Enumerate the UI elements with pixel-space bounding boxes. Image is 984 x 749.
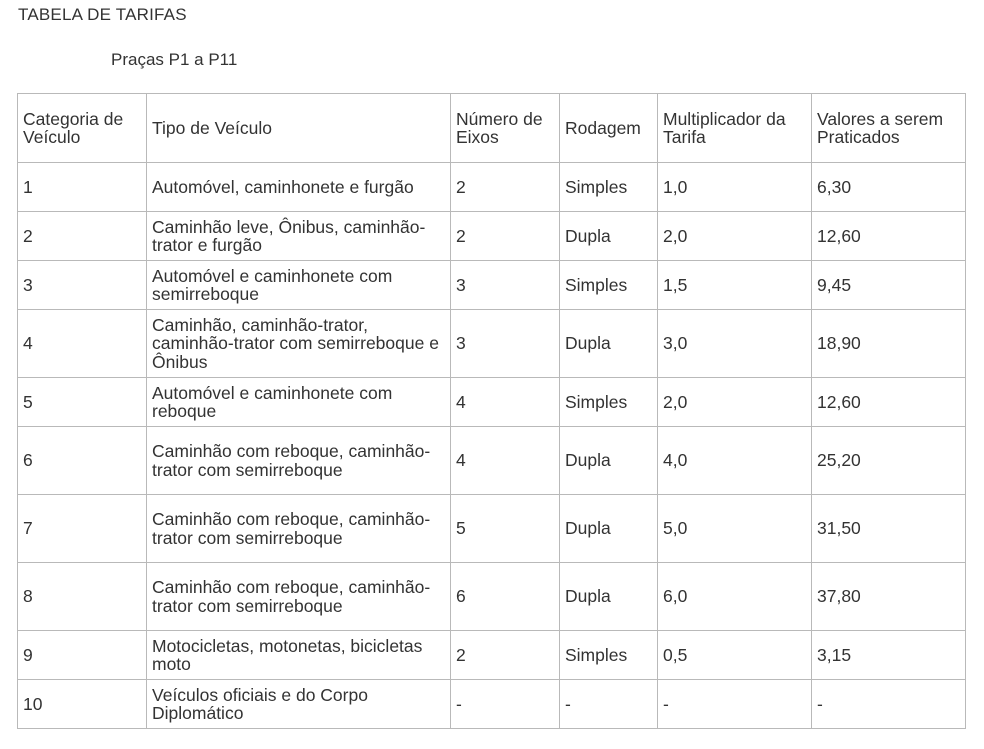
table-row (18, 495, 966, 563)
cell-multiplier: 5,0 (658, 495, 812, 563)
table-row (18, 212, 966, 261)
cell-vehicle-type: Automóvel e caminhonete com reboque (147, 378, 451, 427)
cell-vehicle-type: Caminhão leve, Ônibus, caminhão-trator e furgão (147, 212, 451, 261)
header-wheelset: Rodagem (560, 94, 658, 163)
cell-multiplier: 1,0 (658, 163, 812, 212)
cell-multiplier: 2,0 (658, 378, 812, 427)
cell-wheelset: Simples (560, 163, 658, 212)
cell-category: 10 (18, 680, 147, 729)
cell-multiplier: 0,5 (658, 631, 812, 680)
table-row (18, 310, 966, 378)
cell-category: 9 (18, 631, 147, 680)
cell-axle-count: 3 (451, 310, 560, 378)
cell-wheelset: Dupla (560, 563, 658, 631)
cell-value: 3,15 (812, 631, 966, 680)
cell-vehicle-type: Veículos oficiais e do Corpo Diplomático (147, 680, 451, 729)
cell-axle-count: 5 (451, 495, 560, 563)
cell-wheelset: Dupla (560, 310, 658, 378)
cell-value: 25,20 (812, 427, 966, 495)
cell-multiplier: 4,0 (658, 427, 812, 495)
cell-value: 6,30 (812, 163, 966, 212)
tariff-table (17, 93, 966, 729)
cell-axle-count: - (451, 680, 560, 729)
cell-category: 1 (18, 163, 147, 212)
cell-vehicle-type: Automóvel e caminhonete com semirreboque (147, 261, 451, 310)
header-values: Valores a serem Praticados (812, 94, 966, 163)
cell-vehicle-type: Caminhão, caminhão-trator, caminhão-trator com semirreboque e Ônibus (147, 310, 451, 378)
cell-axle-count: 2 (451, 163, 560, 212)
cell-multiplier: 1,5 (658, 261, 812, 310)
table-row (18, 163, 966, 212)
table-row (18, 680, 966, 729)
table-row (18, 427, 966, 495)
header-category: Categoria de Veículo (18, 94, 147, 163)
table-row (18, 631, 966, 680)
header-vehicle-type: Tipo de Veículo (147, 94, 451, 163)
cell-value: 18,90 (812, 310, 966, 378)
cell-category: 6 (18, 427, 147, 495)
cell-vehicle-type: Caminhão com reboque, caminhão-trator com semirreboque (147, 495, 451, 563)
cell-multiplier: 2,0 (658, 212, 812, 261)
cell-axle-count: 3 (451, 261, 560, 310)
cell-axle-count: 4 (451, 427, 560, 495)
cell-category: 3 (18, 261, 147, 310)
cell-category: 4 (18, 310, 147, 378)
cell-category: 7 (18, 495, 147, 563)
cell-wheelset: Simples (560, 378, 658, 427)
table-subtitle: Praças P1 a P11 (111, 50, 238, 69)
cell-wheelset: Dupla (560, 212, 658, 261)
table-row (18, 378, 966, 427)
cell-category: 8 (18, 563, 147, 631)
cell-axle-count: 2 (451, 631, 560, 680)
cell-axle-count: 6 (451, 563, 560, 631)
cell-vehicle-type: Caminhão com reboque, caminhão-trator com semirreboque (147, 427, 451, 495)
header-axle-count: Número de Eixos (451, 94, 560, 163)
cell-value: 31,50 (812, 495, 966, 563)
cell-wheelset: Simples (560, 631, 658, 680)
cell-value: 9,45 (812, 261, 966, 310)
cell-value: 12,60 (812, 212, 966, 261)
table-row (18, 261, 966, 310)
cell-value: - (812, 680, 966, 729)
cell-wheelset: Simples (560, 261, 658, 310)
table-header-row (18, 94, 966, 163)
table-row (18, 563, 966, 631)
cell-wheelset: Dupla (560, 427, 658, 495)
cell-vehicle-type: Motocicletas, motonetas, bicicletas moto (147, 631, 451, 680)
cell-vehicle-type: Caminhão com reboque, caminhão-trator com semirreboque (147, 563, 451, 631)
cell-axle-count: 4 (451, 378, 560, 427)
cell-multiplier: - (658, 680, 812, 729)
cell-category: 5 (18, 378, 147, 427)
cell-vehicle-type: Automóvel, caminhonete e furgão (147, 163, 451, 212)
page-title: TABELA DE TARIFAS (18, 5, 187, 24)
cell-wheelset: - (560, 680, 658, 729)
cell-value: 37,80 (812, 563, 966, 631)
header-multiplier: Multiplicador da Tarifa (658, 94, 812, 163)
cell-axle-count: 2 (451, 212, 560, 261)
cell-category: 2 (18, 212, 147, 261)
cell-value: 12,60 (812, 378, 966, 427)
cell-multiplier: 6,0 (658, 563, 812, 631)
cell-multiplier: 3,0 (658, 310, 812, 378)
cell-wheelset: Dupla (560, 495, 658, 563)
